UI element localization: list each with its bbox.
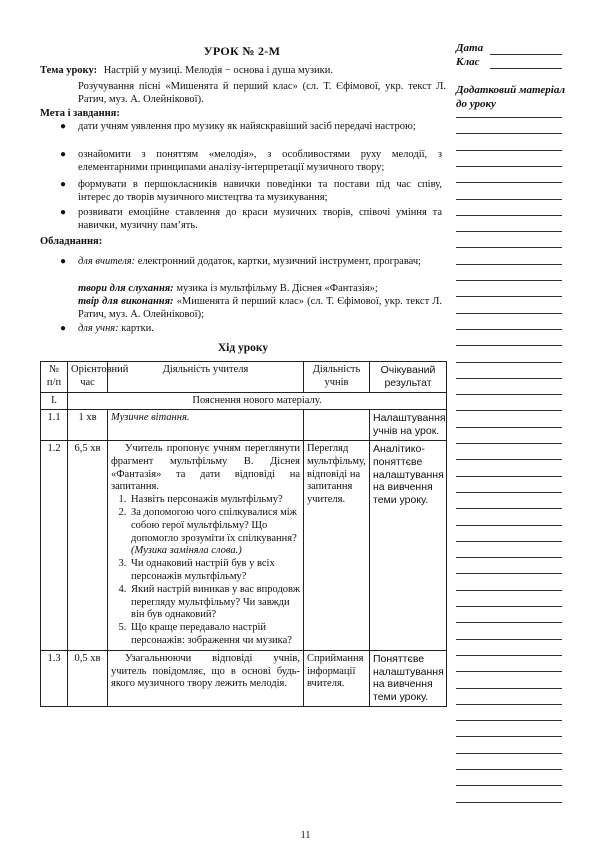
question-item: 5. Що краще передавало настрій персонажів: зображення чи музика? (129, 622, 300, 648)
class-line (490, 68, 562, 69)
listen-text: музика із мультфільму В. Діснея «Фантазія»; (176, 283, 378, 294)
margin-note-line (456, 427, 562, 428)
margin-note-line (456, 264, 562, 265)
pupils-equipment-label: для учня: (78, 323, 119, 334)
margin-note-line (456, 329, 562, 330)
row-num: 1.1 (41, 410, 68, 441)
row-teacher-cell (108, 440, 304, 650)
margin-note-line (456, 231, 562, 232)
table-row (41, 410, 447, 441)
section-title: Пояснення нового матеріалу. (68, 392, 447, 410)
goal-item: ознайомити з поняттям «мелодія», з особливостями руху мелодії, з елементарними принципами аналізу-інтерпретації музичного твору; (78, 149, 442, 173)
equipment-teacher (78, 256, 442, 269)
question-item: 4. Який настрій виникав у вас впродовж перегляду мультфільму? Чи завжди він був однаковий? (129, 584, 300, 622)
margin-note-line (456, 443, 562, 444)
bullet-icon: ● (60, 149, 67, 160)
page-number: 11 (300, 830, 311, 841)
margin-note-line (456, 622, 562, 623)
row-time: 1 хв (68, 410, 108, 441)
row-teacher: Музичне вітання. (108, 410, 304, 441)
margin-note-line (456, 704, 562, 705)
equipment-listen (78, 283, 442, 296)
class-label: Клас (456, 56, 480, 68)
margin-note-line (456, 606, 562, 607)
lesson-plan-table (40, 361, 447, 707)
bullet-icon: ● (60, 179, 67, 190)
perform-label: твір для виконання: (78, 296, 174, 307)
course-heading: Хід уроку (217, 342, 269, 354)
section-num: I. (41, 392, 68, 410)
margin-note-line (456, 720, 562, 721)
margin-note-line (456, 459, 562, 460)
section-row (41, 392, 447, 410)
table-row (41, 440, 447, 650)
header-teacher: Діяльність учителя (108, 362, 304, 393)
teacher-equipment-label: для вчителя: (78, 256, 136, 267)
goal-item: розвивати емоційне ставлення до краси музичних творів, співочі уміння та навички, музичну пам’ять. (78, 207, 442, 231)
row-pupils: Перегляд мультфільму, відповіді на запитання учителя. (304, 440, 370, 650)
margin-note-line (456, 573, 562, 574)
margin-note-line (456, 215, 562, 216)
teacher-equipment-text: електронний додаток, картки, музичний інструмент, програвач; (137, 256, 422, 267)
listen-label: твори для слухання: (78, 283, 174, 294)
margin-note-line (456, 541, 562, 542)
goals-label: Мета і завдання: (40, 108, 120, 119)
margin-note-line (456, 785, 562, 786)
question-item: 3. Чи однаковий настрій був у всіх персонажів мультфільму? (129, 558, 300, 584)
margin-note-line (456, 639, 562, 640)
margin-note-line (456, 736, 562, 737)
date-line (490, 54, 562, 55)
question-item (129, 507, 300, 558)
header-result: Очікуваний результат (370, 362, 447, 393)
date-label: Дата (456, 42, 484, 54)
margin-note-line (456, 753, 562, 754)
margin-note-line (456, 492, 562, 493)
row-result: Аналітико-поняттєве налаштування на вивчення теми уроку. (370, 440, 447, 650)
row-time: 6,5 хв (68, 440, 108, 650)
row-pupils: Сприймання інформації вчителя. (304, 650, 370, 706)
row-pupils (304, 410, 370, 441)
margin-note-line (456, 362, 562, 363)
question-list (129, 494, 300, 648)
bullet-icon: ● (60, 121, 67, 132)
equipment-perform (78, 296, 442, 322)
margin-note-line (456, 590, 562, 591)
equipment-label: Обладнання: (40, 236, 103, 247)
row-result: Поняттєве налаштування на вивчення теми уроку. (370, 650, 447, 706)
margin-note-line (456, 296, 562, 297)
row-num: 1.3 (41, 650, 68, 706)
margin-note-line (456, 166, 562, 167)
header-num: № п/п (41, 362, 68, 393)
margin-note-line (456, 410, 562, 411)
margin-note-line (456, 508, 562, 509)
margin-note-line (456, 769, 562, 770)
topic-sub: Розучування пісні «Мишенята й перший клас» (сл. Т. Єфімової, укр. текст Л. Ратич, муз. А. Олейнікової). (78, 81, 446, 105)
margin-note-line (456, 378, 562, 379)
table-header-row (41, 362, 447, 393)
row-result: Налаштування учнів на урок. (370, 410, 447, 441)
table-row (41, 650, 447, 706)
row-time: 0,5 хв (68, 650, 108, 706)
margin-note-line (456, 671, 562, 672)
bullet-icon: ● (60, 323, 67, 334)
margin-note-line (456, 199, 562, 200)
topic-label: Тема уроку: (40, 65, 98, 76)
margin-note-line (456, 150, 562, 151)
pupils-equipment-text: картки. (121, 323, 154, 334)
bullet-icon: ● (60, 256, 67, 267)
margin-note-line (456, 802, 562, 803)
perform-text: «Мишенята й перший клас» (сл. Т. Єфімової, укр. текст Л. Ратич, муз. А. Олейнікової); (78, 296, 442, 320)
question-note: (Музика заміняла слова.) (131, 545, 242, 557)
margin-note-line (456, 182, 562, 183)
margin-note-line (456, 247, 562, 248)
margin-note-line (456, 133, 562, 134)
question-text: За допомогою чого спілкувалися між собою герої мультфільму? Що допомогло зрозуміти їх спілкування? (131, 506, 297, 544)
question-item: 1. Назвіть персонажів мультфільму? (129, 494, 300, 507)
margin-note-line (456, 313, 562, 314)
margin-note-line (456, 345, 562, 346)
margin-note-line (456, 117, 562, 118)
goal-item: дати учням уявлення про музику як найяскравіший засіб передачі настрою; (78, 121, 416, 132)
row-num: 1.2 (41, 440, 68, 650)
goal-item: формувати в першокласників навички поведінки та постави під час співу, інтерес до творів музичного мистецтва та музикування; (78, 179, 442, 203)
lesson-title: УРОК № 2-М (203, 44, 281, 58)
margin-note-line (456, 655, 562, 656)
row-teacher: Узагальнюючи відповіді учнів, учитель повідомляє, що в основі будь-якого музичного твору лежить мелодія. (108, 650, 304, 706)
topic-line (40, 65, 446, 78)
topic-text: Настрій у музиці. Мелодія − основа і душа музики. (103, 65, 334, 76)
extra-material-label: Додатковий матеріал до уроку (456, 84, 565, 110)
bullet-icon: ● (60, 207, 67, 218)
margin-note-line (456, 557, 562, 558)
margin-note-line (456, 280, 562, 281)
equipment-pupils (78, 323, 442, 336)
margin-note-line (456, 525, 562, 526)
margin-note-line (456, 688, 562, 689)
header-time: Орієнтовний час (68, 362, 108, 393)
margin-note-line (456, 394, 562, 395)
row-teacher: Учитель пропонує учням переглянути фрагмент мультфільму В. Діснея «Фантазія» та дати відповіді на запитання. (111, 442, 300, 493)
margin-note-line (456, 476, 562, 477)
header-pupils: Діяльність учнів (304, 362, 370, 393)
